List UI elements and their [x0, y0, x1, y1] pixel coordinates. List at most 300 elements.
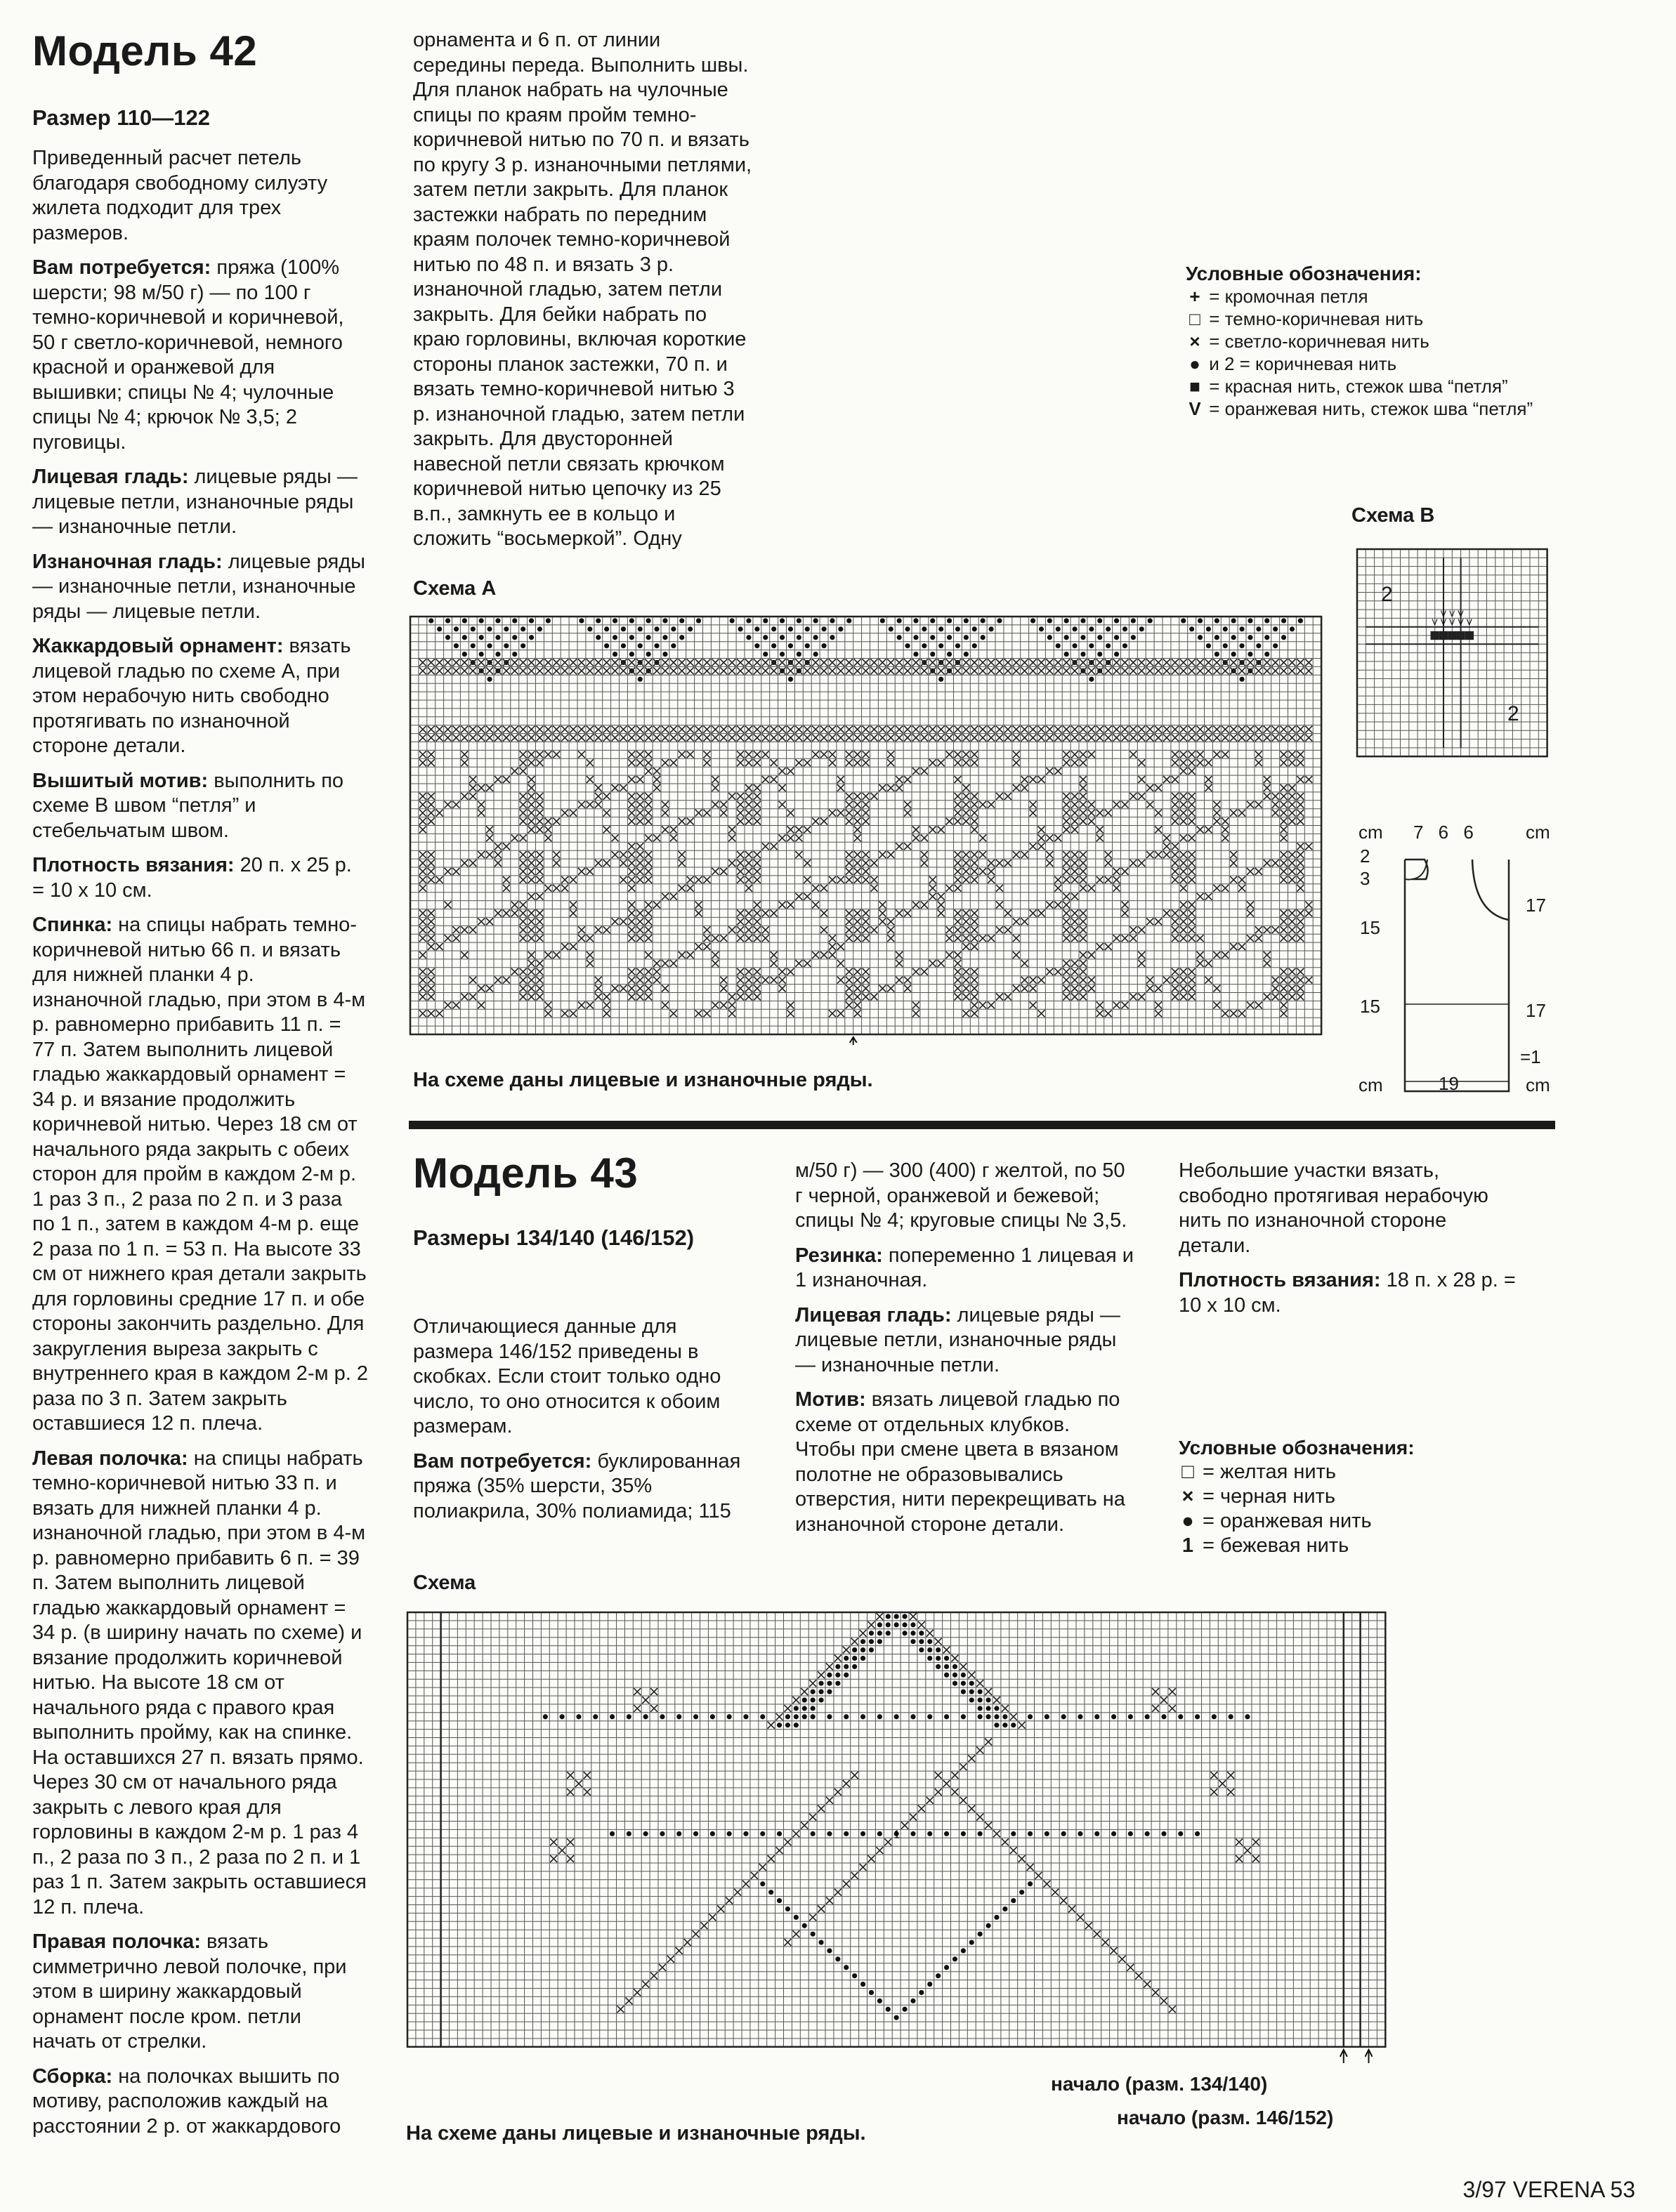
cross-stitch [1063, 759, 1070, 766]
cross-stitch [1281, 735, 1288, 742]
cross-stitch [962, 868, 969, 875]
dot-stitch [1097, 635, 1102, 640]
cross-stitch [419, 659, 426, 666]
cross-stitch [1281, 759, 1288, 766]
model42-sections-section-5 [32, 853, 368, 903]
cross-stitch [670, 667, 677, 674]
dot-stitch [1106, 626, 1111, 631]
cross-stitch [754, 659, 761, 666]
cross-stitch [520, 810, 527, 817]
cross-stitch [1189, 910, 1196, 917]
cross-stitch [1289, 935, 1296, 942]
cross-stitch [863, 735, 870, 742]
cross-stitch [1160, 1697, 1167, 1704]
cross-stitch [636, 801, 643, 808]
cross-stitch [419, 918, 426, 925]
cross-stitch [1152, 1688, 1159, 1695]
cross-stitch [478, 801, 485, 808]
cross-stitch [1019, 1722, 1026, 1729]
cross-stitch [754, 935, 761, 942]
cross-stitch [620, 851, 627, 858]
cross-stitch [553, 818, 560, 825]
cross-stitch [1180, 834, 1187, 841]
pattern-left-15b: 15 [1360, 996, 1380, 1017]
cross-stitch [1080, 659, 1087, 666]
model42-sections-section-3-label: Жаккардовый орнамент: [32, 635, 284, 657]
cross-stitch [1236, 1838, 1243, 1845]
cross-stitch [1063, 827, 1070, 834]
cross-stitch [1180, 985, 1187, 992]
cross-stitch [846, 659, 853, 666]
cross-stitch [511, 968, 518, 975]
cross-stitch [603, 1010, 610, 1017]
cross-stitch [567, 1772, 574, 1779]
cross-stitch [461, 759, 468, 766]
model43-legend [1179, 1435, 1544, 1558]
cross-stitch [1180, 876, 1187, 883]
cross-stitch [1264, 726, 1271, 733]
dot-stitch [811, 1706, 816, 1711]
dot-stitch [919, 1639, 924, 1644]
cross-stitch [962, 977, 969, 984]
dot-stitch [627, 1714, 631, 1719]
cross-stitch [695, 943, 702, 950]
cross-stitch [737, 985, 744, 992]
cross-stitch [1172, 818, 1179, 825]
cross-stitch [737, 868, 744, 875]
cross-stitch [962, 667, 969, 674]
cross-stitch [971, 751, 978, 758]
cross-stitch [1030, 801, 1037, 808]
cross-stitch [561, 659, 568, 666]
dot-stitch [897, 635, 902, 640]
cross-stitch [495, 860, 502, 867]
dot-stitch [919, 1647, 924, 1652]
cross-stitch [1155, 827, 1162, 834]
cross-stitch [846, 977, 853, 984]
cross-stitch [854, 968, 861, 975]
dot-stitch [927, 1656, 932, 1661]
cross-stitch [561, 943, 568, 950]
dot-stitch [754, 643, 759, 648]
dot-stitch [964, 652, 969, 657]
cross-stitch [754, 985, 761, 992]
cross-stitch [503, 876, 510, 883]
dot-stitch [802, 1706, 807, 1711]
dot-stitch [785, 1714, 790, 1719]
cross-stitch [537, 985, 544, 992]
cross-stitch [667, 1956, 674, 1963]
cross-stitch [1138, 952, 1145, 959]
dot-stitch [646, 635, 651, 640]
cross-stitch [445, 801, 452, 808]
dot-stitch [936, 1664, 941, 1669]
cross-stitch [1222, 667, 1229, 674]
cross-stitch [684, 1939, 691, 1946]
cross-stitch [762, 910, 769, 917]
cross-stitch [837, 726, 844, 733]
cross-stitch [1155, 918, 1162, 925]
cross-stitch [537, 968, 544, 975]
cross-stitch [846, 994, 853, 1001]
dot-stitch [693, 1714, 698, 1719]
cross-stitch [1281, 784, 1288, 791]
cross-stitch [578, 801, 585, 808]
dot-stitch [621, 626, 626, 631]
dot-stitch [1223, 626, 1228, 631]
cross-stitch [829, 735, 836, 742]
cross-stitch [1247, 868, 1254, 875]
cross-stitch [544, 659, 551, 666]
cross-stitch [419, 926, 426, 933]
cross-stitch [1180, 902, 1187, 909]
cross-stitch [820, 659, 827, 666]
cross-stitch [419, 952, 426, 959]
cross-stitch [676, 1947, 683, 1954]
cross-stitch [1281, 793, 1288, 800]
cross-stitch [1213, 952, 1220, 959]
cross-stitch [1189, 759, 1196, 766]
cross-stitch [971, 1001, 978, 1008]
cross-stitch [1272, 659, 1279, 666]
dot-stitch [927, 1647, 932, 1652]
cross-stitch [1130, 994, 1137, 1001]
cross-stitch [962, 759, 969, 766]
cross-stitch [704, 926, 711, 933]
cross-stitch [595, 977, 602, 984]
cross-stitch [620, 860, 627, 867]
cross-stitch [1213, 735, 1220, 742]
cross-stitch [962, 851, 969, 858]
cross-stitch [1138, 667, 1145, 674]
dot-stitch [972, 643, 977, 648]
cross-stitch [1138, 960, 1145, 967]
dot-stitch [978, 1697, 983, 1702]
schemeB-num-a: 2 [1381, 583, 1393, 606]
cross-stitch [829, 810, 836, 817]
cross-stitch [1063, 726, 1070, 733]
cross-stitch [662, 960, 669, 967]
cross-stitch [1297, 776, 1304, 783]
cross-stitch [1305, 902, 1312, 909]
cross-stitch [520, 935, 527, 942]
model42-column-1 [32, 146, 368, 2154]
cross-stitch [918, 1621, 925, 1628]
cross-stitch [645, 860, 652, 867]
dot-stitch [576, 1714, 581, 1719]
cross-stitch [779, 968, 786, 975]
cross-stitch [704, 876, 711, 883]
cross-stitch [762, 659, 769, 666]
cross-stitch [628, 902, 635, 909]
cross-stitch [996, 793, 1003, 800]
cross-stitch [1080, 885, 1087, 892]
cross-stitch [528, 910, 535, 917]
cross-stitch [754, 751, 761, 758]
model43-sections-section-3 [795, 1388, 1135, 1537]
cross-stitch [1172, 876, 1179, 883]
dot-stitch [1281, 635, 1286, 640]
cross-stitch [946, 885, 953, 892]
dot-stitch [1264, 635, 1269, 640]
cross-stitch [1180, 994, 1187, 1001]
cross-stitch [1130, 860, 1137, 867]
cross-stitch [461, 726, 468, 733]
cross-stitch [653, 776, 660, 783]
cross-stitch [653, 834, 660, 841]
cross-stitch [1135, 1973, 1142, 1980]
cross-stitch [745, 868, 752, 875]
cross-stitch [1281, 918, 1288, 925]
cross-stitch [1281, 751, 1288, 758]
cross-stitch [679, 726, 686, 733]
dot-stitch [1114, 652, 1119, 657]
dot-stitch [771, 643, 776, 648]
cross-stitch [863, 926, 870, 933]
cross-stitch [896, 659, 903, 666]
cross-stitch [921, 667, 928, 674]
cross-stitch [1030, 667, 1037, 674]
dot-stitch [1195, 1714, 1200, 1719]
model42-sections-section-4 [32, 769, 368, 844]
cross-stitch [670, 1010, 677, 1017]
cross-stitch [704, 667, 711, 674]
cross-stitch [1297, 977, 1304, 984]
cross-stitch [762, 751, 769, 758]
dot-stitch [910, 1999, 915, 2003]
model43-sections-section-0-cont [795, 1159, 1135, 1234]
cross-stitch [896, 960, 903, 967]
cross-stitch [1096, 735, 1104, 742]
cross-stitch [636, 735, 643, 742]
dot-stitch [512, 652, 517, 657]
cross-stitch [1213, 885, 1220, 892]
cross-stitch [1021, 776, 1028, 783]
cross-stitch [1080, 751, 1087, 758]
dot-stitch [560, 1714, 565, 1719]
start-label-1: начало (разм. 134/140) [1051, 2073, 1268, 2095]
model43-sections-section-0-label: Вам потребуется: [413, 1449, 592, 1473]
cross-stitch [1046, 659, 1053, 666]
cross-stitch [812, 751, 819, 758]
cross-stitch [704, 735, 711, 742]
cross-stitch [419, 726, 426, 733]
cross-stitch [921, 834, 928, 841]
cross-stitch [1172, 810, 1179, 817]
cross-stitch [537, 659, 544, 666]
cross-stitch [754, 860, 761, 867]
cross-stitch [792, 1830, 799, 1837]
cross-stitch [469, 977, 476, 984]
cross-stitch [453, 735, 460, 742]
cross-stitch [1122, 902, 1129, 909]
dot-stitch [1097, 618, 1102, 623]
cross-stitch [712, 784, 719, 791]
dot-stitch [827, 1689, 832, 1694]
cross-stitch [670, 726, 677, 733]
dot-stitch [894, 1714, 899, 1719]
cross-stitch [628, 968, 635, 975]
cross-stitch [1297, 868, 1304, 875]
cross-stitch [486, 667, 493, 674]
cross-stitch [962, 659, 969, 666]
cross-stitch [896, 735, 903, 742]
cross-stitch [469, 784, 476, 791]
cross-stitch [1189, 810, 1196, 817]
cross-stitch [511, 910, 518, 917]
cross-stitch [1281, 827, 1288, 834]
cross-stitch [737, 793, 744, 800]
cross-stitch [578, 751, 585, 758]
cross-stitch [1255, 935, 1262, 942]
dot-stitch [445, 618, 450, 623]
dot-stitch [662, 652, 667, 657]
cross-stitch [1252, 1855, 1259, 1862]
cross-stitch [537, 977, 544, 984]
cross-stitch [1080, 994, 1087, 1001]
cross-stitch [587, 935, 594, 942]
cross-stitch [704, 810, 711, 817]
cross-stitch [904, 801, 911, 808]
cross-stitch [1180, 801, 1187, 808]
cross-stitch [704, 726, 711, 733]
dot-stitch [671, 643, 676, 648]
cross-stitch [428, 851, 435, 858]
cross-stitch [595, 926, 602, 933]
dot-stitch [844, 1656, 849, 1661]
dot-stitch [543, 1714, 548, 1719]
cross-stitch [628, 910, 635, 917]
cross-stitch [1197, 827, 1204, 834]
cross-stitch [453, 868, 460, 875]
dot-stitch [1281, 618, 1286, 623]
cross-stitch [1063, 893, 1070, 900]
cross-stitch [587, 960, 594, 967]
dot-stitch [1094, 1714, 1099, 1719]
schemeA-title: Схема А [413, 577, 497, 600]
cross-stitch [854, 926, 861, 933]
cross-stitch [1010, 1847, 1017, 1854]
cross-stitch [1096, 1010, 1104, 1017]
model42-sections-section-1-text: лицевые ряды — лицевые петли, изнаночные ряды — изнаночные петли. [32, 466, 358, 538]
cross-stitch [1138, 926, 1145, 933]
dot-stitch [1028, 1831, 1033, 1836]
cross-stitch [938, 667, 945, 674]
cross-stitch [754, 851, 761, 858]
cross-stitch [1205, 659, 1212, 666]
cross-stitch [854, 818, 861, 825]
cross-stitch [1205, 977, 1212, 984]
cross-stitch [1030, 910, 1037, 917]
cross-stitch [1146, 784, 1153, 791]
cross-stitch [968, 1805, 975, 1812]
cross-stitch [544, 751, 551, 758]
cross-stitch [428, 751, 435, 758]
cross-stitch [469, 860, 476, 867]
cross-stitch [587, 759, 594, 766]
cross-stitch [1213, 810, 1220, 817]
cross-stitch [728, 827, 735, 834]
cross-stitch [745, 801, 752, 808]
cross-stitch [720, 935, 727, 942]
cross-stitch [528, 818, 535, 825]
model42-legend-item [1186, 308, 1565, 330]
cross-stitch [896, 726, 903, 733]
cross-stitch [428, 810, 435, 817]
cross-stitch [520, 667, 527, 674]
cross-stitch [792, 1930, 799, 1937]
cross-stitch [1030, 843, 1037, 850]
model43-legend-text: = желтая нить [1197, 1461, 1336, 1483]
cross-stitch [960, 1797, 967, 1804]
cross-stitch [1272, 667, 1279, 674]
cross-stitch [868, 1621, 875, 1628]
cross-stitch [419, 818, 426, 825]
cross-stitch [428, 860, 435, 867]
cross-stitch [785, 1705, 792, 1712]
cross-stitch [1172, 935, 1179, 942]
cross-stitch [712, 726, 719, 733]
cross-stitch [645, 810, 652, 817]
cross-stitch [1063, 935, 1070, 942]
cross-stitch [762, 667, 769, 674]
cross-stitch [1264, 860, 1271, 867]
cross-stitch [544, 1010, 551, 1017]
cross-stitch [528, 827, 535, 834]
cross-stitch [1096, 1001, 1104, 1008]
cross-stitch [946, 751, 953, 758]
cross-stitch [1146, 918, 1153, 925]
cross-stitch [1289, 968, 1296, 975]
dot-stitch [972, 626, 977, 631]
cross-stitch [1130, 751, 1137, 758]
cross-stitch [745, 735, 752, 742]
cross-stitch [720, 868, 727, 875]
cross-stitch [720, 735, 727, 742]
cross-stitch [1080, 776, 1087, 783]
cross-stitch [1071, 759, 1078, 766]
cross-stitch [745, 926, 752, 933]
cross-stitch [955, 985, 962, 992]
cross-stitch [1255, 868, 1262, 875]
dot-stitch [835, 1956, 840, 1961]
cross-stitch [1180, 793, 1187, 800]
cross-stitch [537, 735, 544, 742]
dot-stitch [910, 1622, 915, 1627]
cross-stitch [1071, 935, 1078, 942]
cross-stitch [1189, 735, 1196, 742]
cross-stitch [1163, 776, 1170, 783]
cross-stitch [695, 735, 702, 742]
cross-stitch [428, 759, 435, 766]
dot-stitch [643, 1831, 648, 1836]
cross-stitch [695, 910, 702, 917]
cross-stitch [419, 876, 426, 883]
cross-stitch [921, 860, 928, 867]
cross-stitch [854, 851, 861, 858]
dot-stitch [936, 1647, 941, 1652]
model42-legend-symbol: ■ [1189, 376, 1200, 397]
cross-stitch [834, 1655, 842, 1662]
cross-stitch [779, 726, 786, 733]
dot-stitch [838, 626, 843, 631]
cross-stitch [962, 801, 969, 808]
dot-stitch [978, 1706, 983, 1711]
dot-stitch [462, 652, 467, 657]
cross-stitch [1172, 968, 1179, 975]
cross-stitch [687, 885, 694, 892]
dot-stitch [730, 618, 735, 623]
